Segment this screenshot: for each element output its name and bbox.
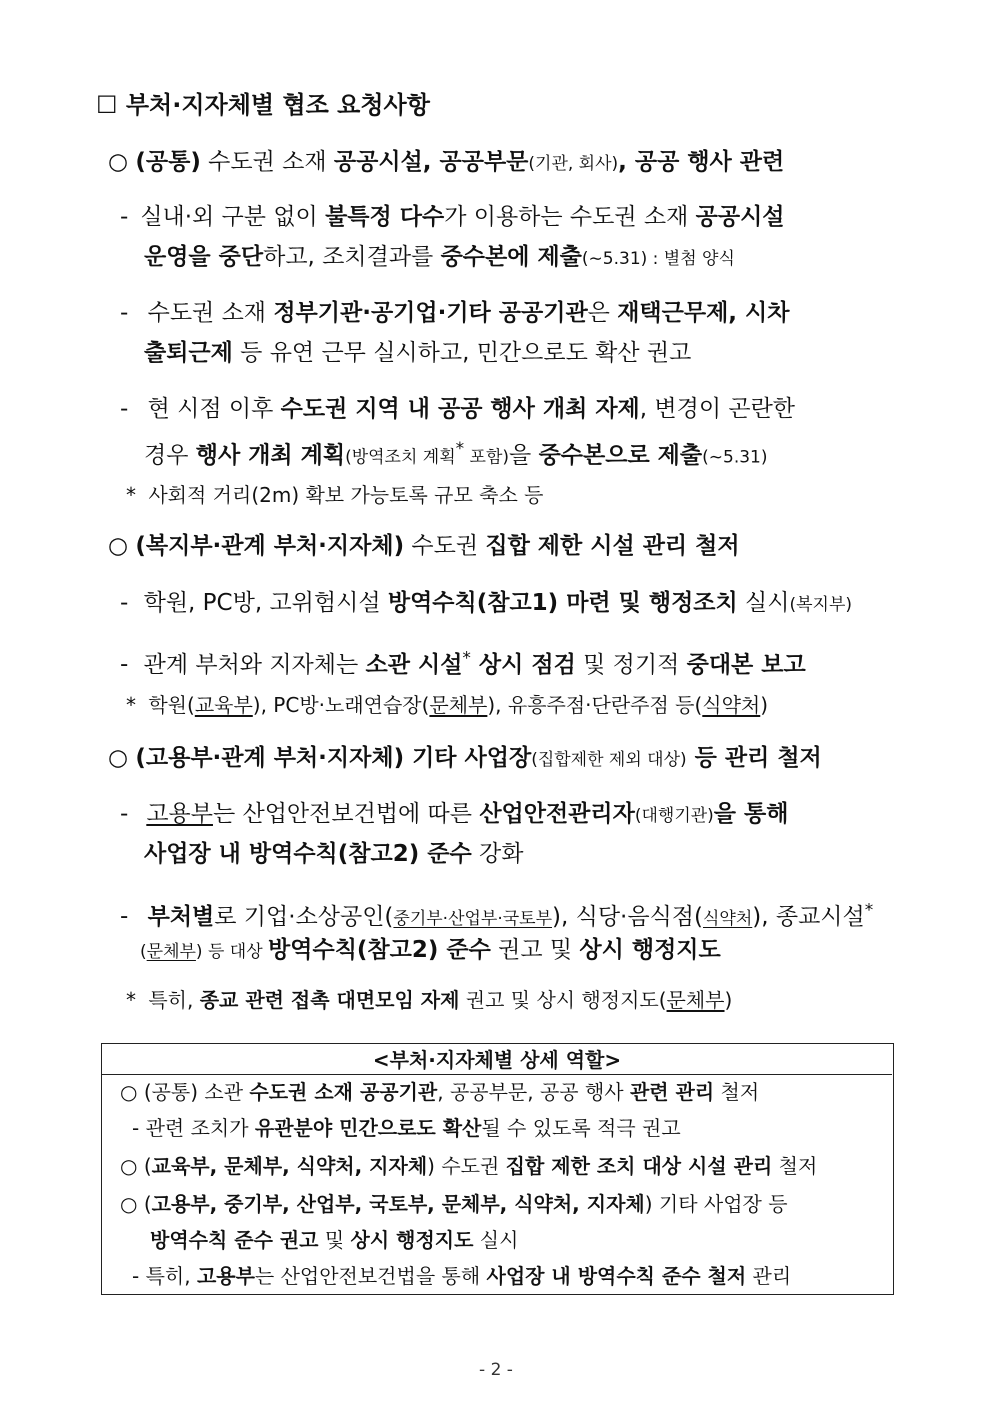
detail-roles-table (101, 1043, 894, 1295)
circle-bullet-icon: ○ (108, 745, 129, 771)
asterisk-marker: * (126, 693, 136, 717)
circle-bullet-icon: ○ (108, 149, 129, 175)
circle-bullet-icon: ○ (108, 533, 129, 559)
table-row-6: - 특히, 고용부는 산업안전보건법을 통해 사업장 내 방역수칙 준수 철저 관리 (132, 1264, 792, 1288)
asterisk-marker: * (126, 483, 136, 507)
table-row-3: ○ (교육부, 문체부, 식약처, 지자체) 수도권 집합 제한 조치 대상 시설 관리 철저 (120, 1154, 818, 1178)
s1-note: * 사회적 거리(2m) 확보 가능토록 규모 축소 등 (126, 483, 544, 507)
s1-head: ○ (공통) 수도권 소재 공공시설, 공공부문(기관, 회사), 공공 행사 관련 (108, 149, 785, 175)
s1-item-b-line1: - 수도권 소재 정부기관·공기업·기타 공공기관은 재택근무제, 시차 (120, 300, 790, 326)
s1-item-c-line1: - 현 시점 이후 수도권 지역 내 공공 행사 개최 자제, 변경이 곤란한 (120, 396, 796, 422)
circle-bullet-icon: ○ (120, 1192, 138, 1216)
checkbox-square-icon: ☐ (96, 91, 118, 119)
table-row-2: - 관련 조치가 유관분야 민간으로도 확산될 수 있도록 적극 권고 (132, 1116, 681, 1140)
s2-item-b: - 관계 부처와 지자체는 소관 시설* 상시 점검 및 정기적 중대본 보고 (120, 648, 806, 678)
table-row-1: ○ (공통) 소관 수도권 소재 공공기관, 공공부문, 공공 행사 관련 관리 철저 (120, 1080, 760, 1104)
s3-note: * 특히, 종교 관련 접촉 대면모임 자제 권고 및 상시 행정지도(문체부) (126, 988, 733, 1012)
s2-item-a: - 학원, PC방, 고위험시설 방역수칙(참고1) 마련 및 행정조치 실시(복지부) (120, 590, 853, 616)
s3-item-a-line1: - 고용부는 산업안전보건법에 따른 산업안전관리자(대행기관)을 통해 (120, 801, 789, 827)
s2-note: * 학원(교육부), PC방·노래연습장(문체부), 유흥주점·단란주점 등(식약처) (126, 693, 769, 717)
section-heading (96, 90, 430, 120)
circle-bullet-icon: ○ (120, 1154, 138, 1178)
s1-item-b-line2: 출퇴근제 등 유연 근무 실시하고, 민간으로도 확산 권고 (144, 340, 692, 366)
s1-item-c-line2: 경우 행사 개최 계획(방역조치 계획* 포함)을 중수본으로 제출(∼5.31) (144, 439, 768, 469)
s1-item-a-line2: 운영을 중단하고, 조치결과를 중수본에 제출(∼5.31) : 별첨 양식 (144, 244, 735, 270)
s2-head: ○ (복지부·관계 부처·지자체) 수도권 집합 제한 시설 관리 철저 (108, 533, 740, 559)
table-row-4: ○ (고용부, 중기부, 산업부, 국토부, 문체부, 식약처, 지자체) 기타 사업장 등 (120, 1192, 788, 1216)
table-row-5: 방역수칙 준수 권고 및 상시 행정지도 실시 (150, 1228, 519, 1252)
s3-head: ○ (고용부·관계 부처·지자체) 기타 사업장(집합제한 제외 대상) 등 관리 철저 (108, 745, 822, 771)
heading-text: 부처·지자체별 협조 요청사항 (125, 91, 430, 119)
page-number: - 2 - (479, 1360, 513, 1380)
table-title: <부처·지자체별 상세 역할> (102, 1046, 892, 1075)
s3-item-a-line2: 사업장 내 방역수칙(참고2) 준수 강화 (144, 841, 524, 867)
s3-item-b-line1: - 부처별로 기업·소상공인(중기부·산업부·국토부), 식당·음식점(식약처), 종교시설* (120, 900, 874, 930)
circle-bullet-icon: ○ (120, 1080, 138, 1104)
s3-item-b-line2: (문체부) 등 대상 방역수칙(참고2) 준수 권고 및 상시 행정지도 (140, 937, 721, 963)
asterisk-marker: * (126, 988, 136, 1012)
s1-item-a-line1: - 실내·외 구분 없이 불특정 다수가 이용하는 수도권 소재 공공시설 (120, 204, 785, 230)
